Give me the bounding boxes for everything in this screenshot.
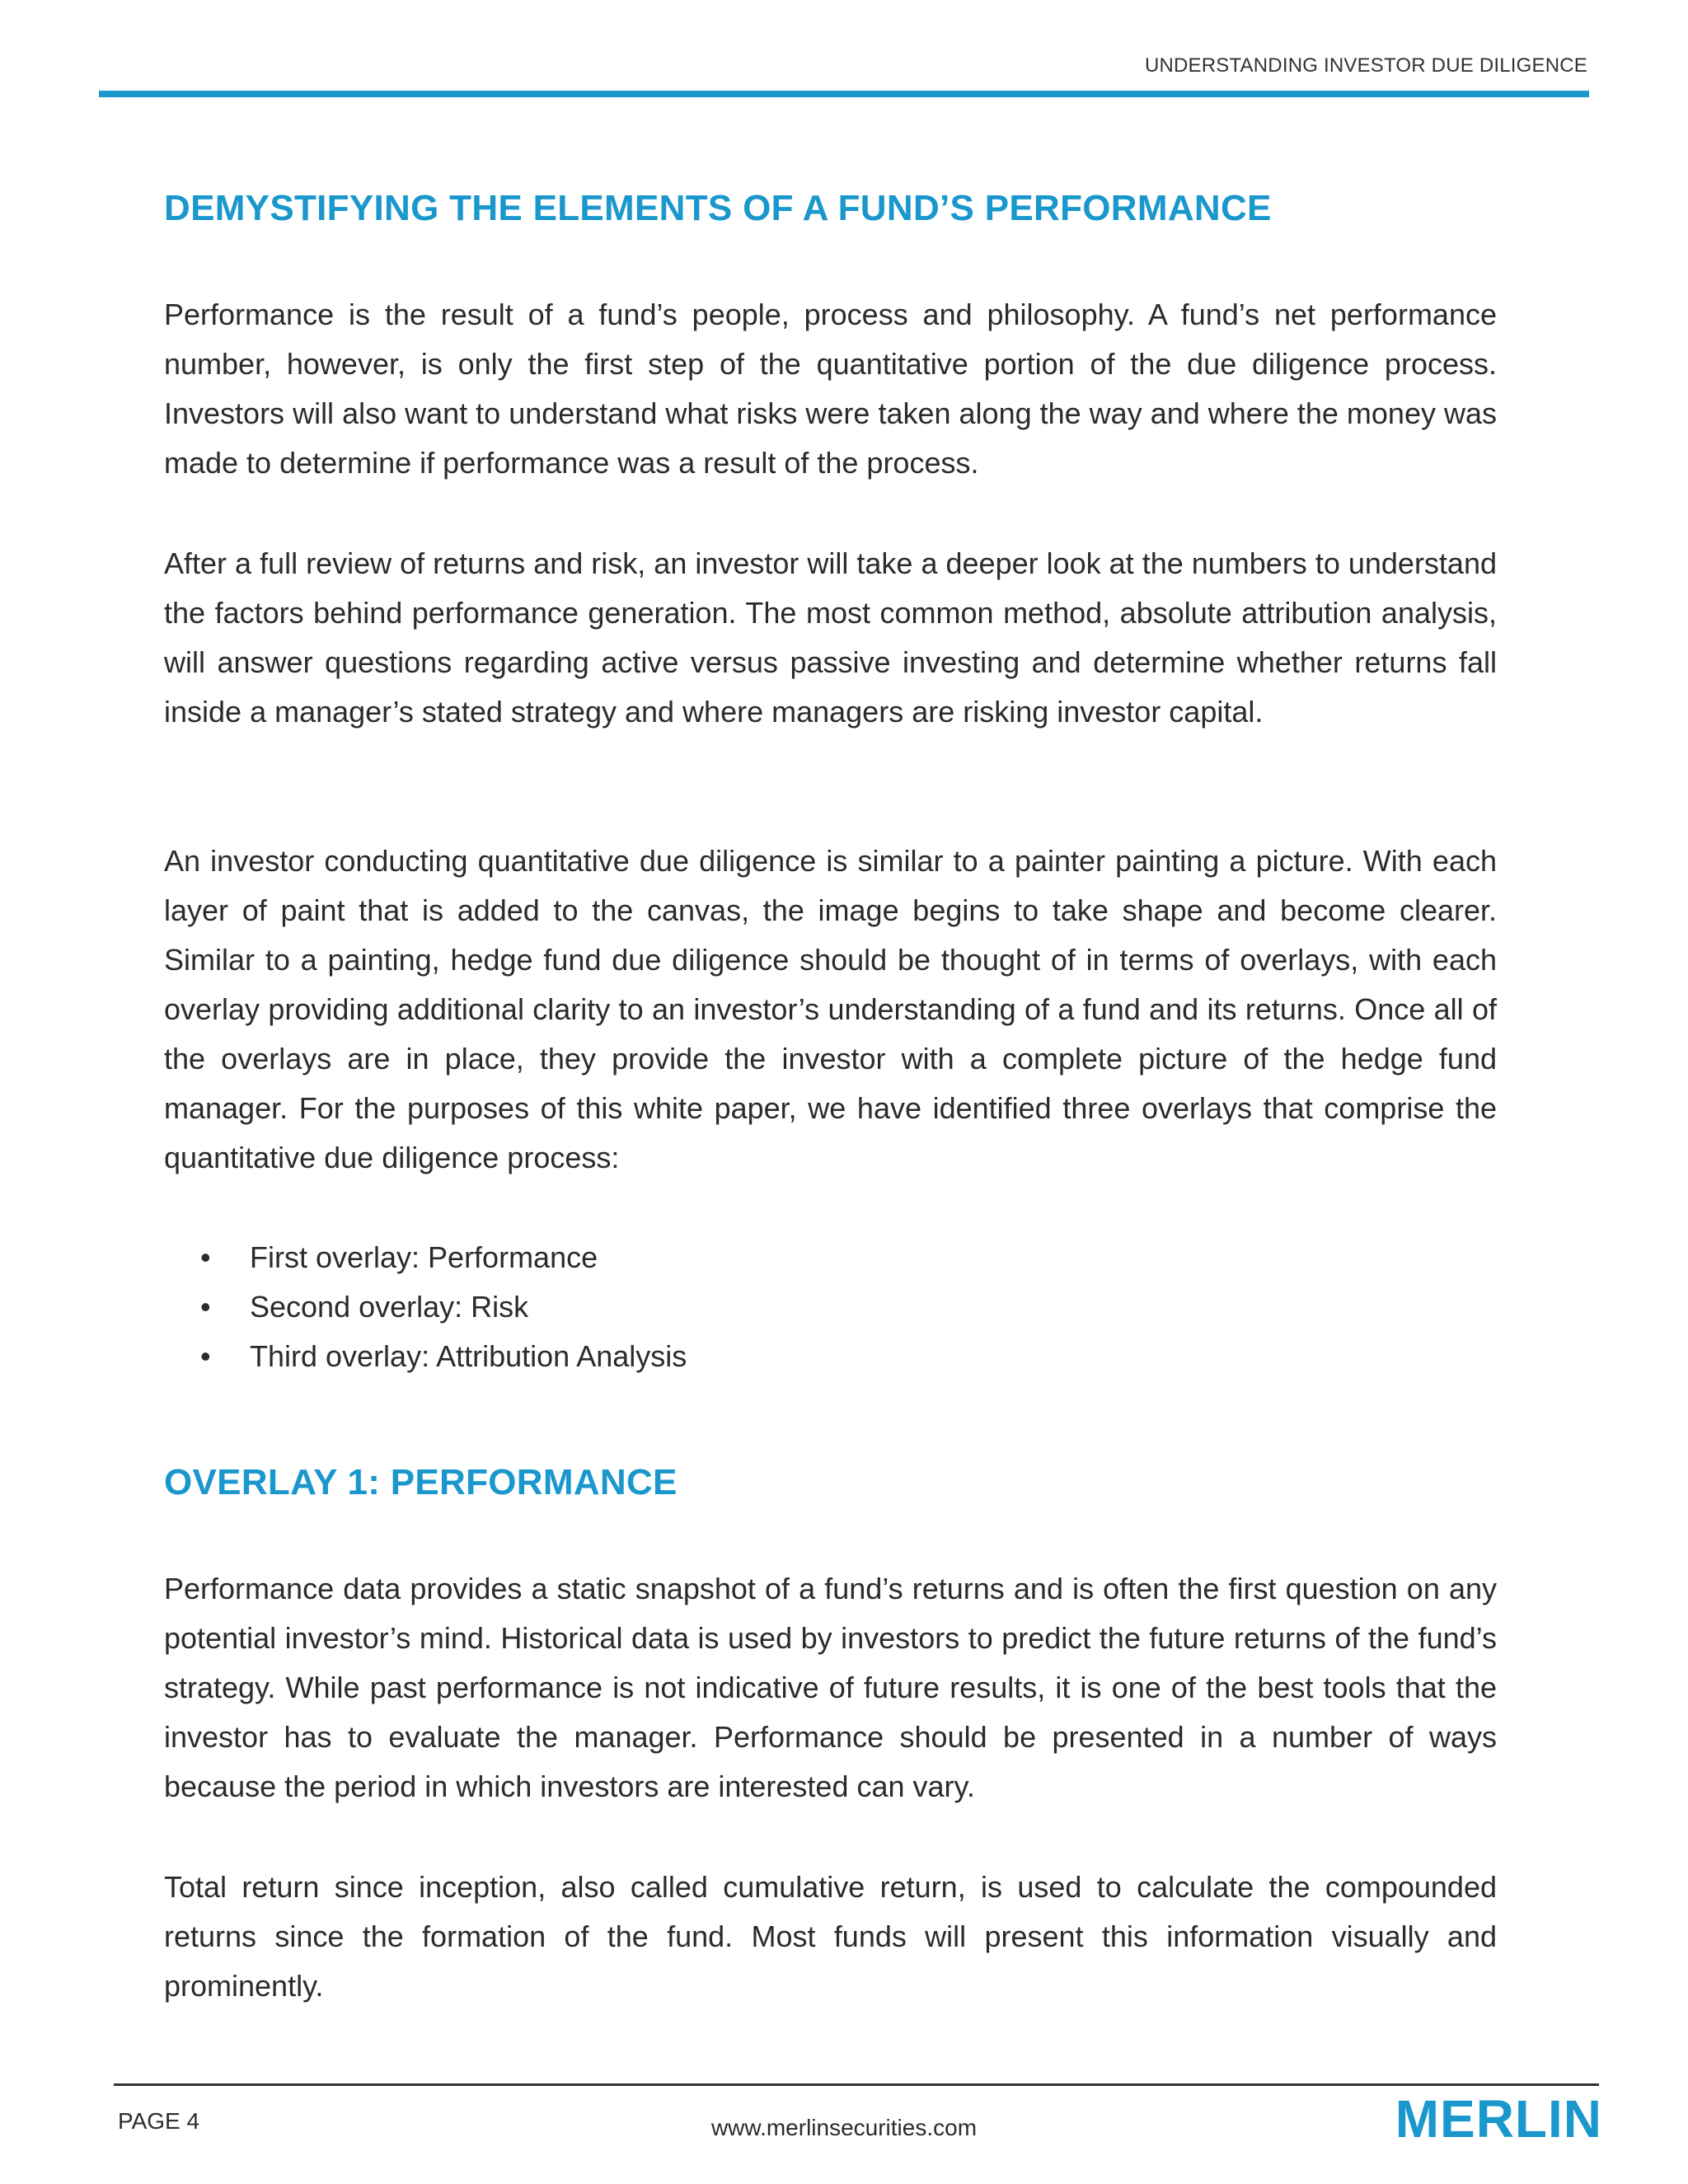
list-item [200,1282,687,1332]
overlay-list [200,1233,687,1381]
overlay-item-label: First overlay: Performance [250,1240,598,1274]
bullet-icon: • [200,1339,211,1373]
page-title: DEMYSTIFYING THE ELEMENTS OF A FUND’S PERFORMANCE [164,188,1272,228]
bullet-icon: • [200,1240,211,1274]
website-link[interactable]: www.merlinsecurities.com [710,2115,978,2140]
intro-paragraph-1: Performance is the result of a fund’s people, process and philosophy. A fund’s net performance number, however, is only the first step of the quantitative portion of the due diligence process. Investors will also want to understand what risks were taken along the way and where the money was made to determine if performance was a result of the process. [164,298,1497,480]
section-paragraph-2: Total return since inception, also called cumulative return, is used to calculate the compounded returns since the formation of the fund. Most funds will present this information visually and prominently. [164,1870,1497,2003]
section-title: OVERLAY 1: PERFORMANCE [164,1462,678,1502]
bullet-icon: • [200,1290,211,1324]
intro-paragraph-3: An investor conducting quantitative due diligence is similar to a painter painting a picture. With each layer of paint that is added to the canvas, the image begins to take shape and become clearer. Similar to a painting, hedge fund due diligence should be thought of in terms of overlays, with each overlay providing additional clarity to an investor’s understanding of a fund and its returns. Once all of the overlays are in place, they provide the investor with a complete picture of the hedge fund manager. For the purposes of this white paper, we have identified three overlays that comprise the quantitative due diligence process: [164,844,1497,1174]
list-item [200,1332,687,1381]
intro-paragraph-2: After a full review of returns and risk, an investor will take a deeper look at the numbers to understand the factors behind performance generation. The most common method, absolute attribution analysis, will answer questions regarding active versus passive investing and determine whether returns fall inside a manager’s stated strategy and where managers are risking investor capital. [164,546,1497,729]
merlin-logo: MERLIN [1395,2089,1602,2149]
overlay-item-label: Second overlay: Risk [250,1290,529,1324]
list-item [200,1233,687,1282]
running-header-title: UNDERSTANDING INVESTOR DUE DILIGENCE [1144,54,1587,77]
header-rule [99,91,1589,97]
section-paragraph-1: Performance data provides a static snapshot of a fund’s returns and is often the first question on any potential investor’s mind. Historical data is used by investors to predict the future returns of the fund’s strategy. While past performance is not indicative of future results, it is one of the best tools that the investor has to evaluate the manager. Performance should be presented in a number of ways because the period in which investors are interested can vary. [164,1572,1497,1803]
page-number: PAGE 4 [118,2108,200,2134]
overlay-item-label: Third overlay: Attribution Analysis [250,1339,687,1373]
footer-rule [114,2083,1599,2086]
